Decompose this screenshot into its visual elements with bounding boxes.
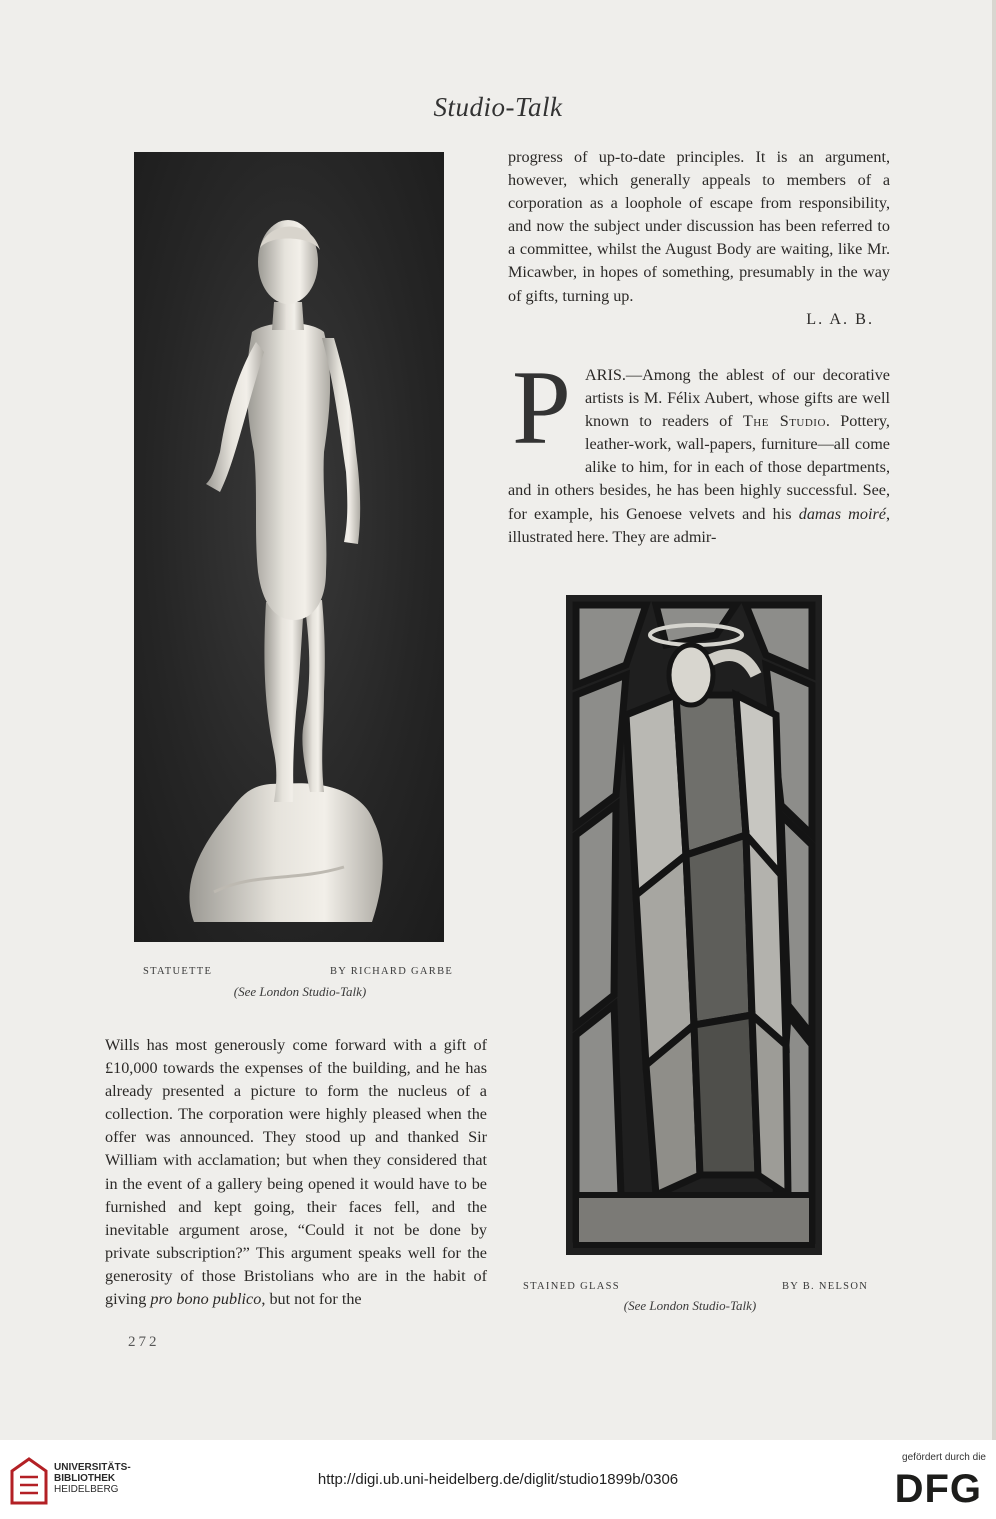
university-line-2: BIBLIOTHEK (54, 1473, 116, 1484)
glass-caption-right: BY B. NELSON (782, 1281, 869, 1292)
digitization-footer (0, 1440, 996, 1519)
page-number: 272 (128, 1334, 160, 1350)
drop-cap: P (512, 349, 571, 466)
university-line-1: UNIVERSITÄTS- (54, 1462, 131, 1473)
page-edge (992, 0, 996, 1440)
permalink-url[interactable]: http://digi.ub.uni-heidelberg.de/diglit/studio1899b/0306 (317, 1471, 679, 1488)
right-column-paragraph: progress of up-to-date principles. It is an argument, however, which generally appeals to members of a corporation as a loophole of escape from responsibility, and now the subject under discussion has been referred to a committee, whilst the August Body are waiting, like Mr. Micawber, in hopes of something, presumably in the way of gifts, turning up. (508, 148, 890, 305)
left-column-text-end: , but not for the (261, 1290, 362, 1309)
glass-caption-left: STAINED GLASS (523, 1281, 620, 1292)
statuette-figure-image (134, 152, 444, 942)
paris-text-end: , illustrated here. They are admir- (508, 504, 890, 546)
left-column-text: Wills has most generously come forward with a gift of £10,000 towards the expenses of the building, and he has already presented a picture to form the nucleus of a collection. The corporation were highly pleased when the offer was announced. They stood up and thanked Sir William with acclamation; but when they considered that in the event of a gallery being opened it would have to be furnished and kept going, their faces fell, and the inevitable argument arose, “Could it not be done by private subscription?” This argument speaks well for the generosity of those Bristolians who are in the habit of giving (105, 1036, 487, 1309)
journal-name: The Studio (742, 412, 826, 431)
dfg-logo: DFG (894, 1467, 982, 1511)
right-column-top-text (508, 146, 890, 331)
statuette-photograph (134, 152, 444, 942)
running-head: Studio-Talk (433, 92, 563, 122)
author-signature: L. A. B. (806, 309, 874, 328)
university-line-3: HEIDELBERG (54, 1484, 119, 1495)
funder-label: gefördert durch die (902, 1452, 986, 1463)
italic-phrase: pro bono publico (150, 1290, 262, 1309)
paris-intro-text: ARIS.—Among the ablest of our decorative artists is M. Félix Aubert, whose gifts are well known to readers of (584, 366, 890, 431)
stained-glass-image (566, 595, 822, 1255)
left-column-bottom-text (105, 1034, 487, 1311)
glass-caption-reference: (See London Studio-Talk) (623, 1298, 757, 1313)
stained-glass-photograph (566, 595, 822, 1255)
paris-text-continued: . Pottery, leather-work, wall-papers, furniture—all come alike to him, for in each of those departments, and in others besides, he has been highly successful. See, for example, his Genoese velvets and his (508, 412, 890, 523)
paris-paragraph (508, 349, 890, 549)
statuette-caption-right: BY RICHARD GARBE (330, 966, 454, 977)
italic-term: damas moiré (798, 504, 886, 523)
statuette-caption-reference: (See London Studio-Talk) (233, 984, 367, 999)
statuette-caption-left: STATUETTE (143, 966, 213, 977)
